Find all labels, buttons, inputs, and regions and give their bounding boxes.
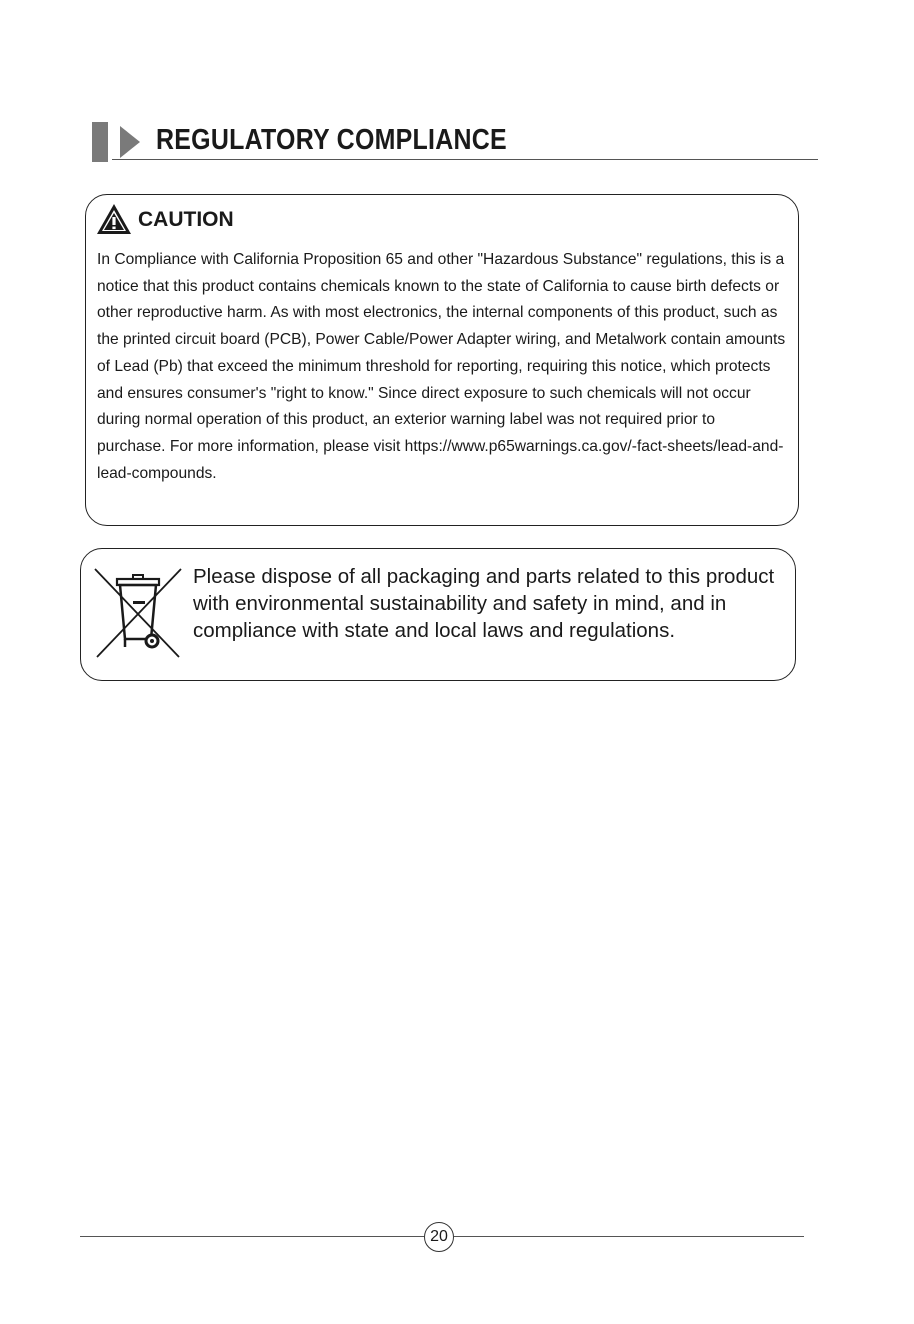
caution-text: In Compliance with California Proposition 65 and other "Hazardous Substance" regulations, this is a notice that this product contains chemicals known to the state of California to cause birth defects or other reproductive harm. As with most electronics, the internal components of this product, such as the printed circuit board (PCB), Power Cable/Power Adapter wiring, and Metalwork contain amounts of Lead (Pb) that exceed the minimum threshold for reporting, requiring this notice, which protects and ensures consumer's "right to know." Since direct exposure to such chemicals will not occur during normal operation of this product, an exterior warning label was not required prior to purchase. For more information, please visit https://www.p65warnings.ca.gov/-fact-sheets/lead-and-lead-compounds. [97,251,786,482]
disposal-text: Please dispose of all packaging and parts related to this product with environmental sustainability and safety in mind, and in compliance with state and local laws and regulations. [193,565,775,642]
caution-box [85,194,799,526]
section-header [92,122,818,162]
header-bar-marker [92,122,108,162]
header-arrow-icon [120,126,140,158]
footer-rule-left [80,1236,424,1237]
caution-label: CAUTION [138,208,234,231]
page-title: REGULATORY COMPLIANCE [156,124,507,156]
footer-rule-right [454,1236,804,1237]
warning-triangle-icon [96,203,132,235]
disposal-box [80,548,796,681]
crossed-out-wheelie-bin-icon [93,567,183,659]
page-number: 20 [424,1222,454,1252]
header-rule [112,159,818,160]
